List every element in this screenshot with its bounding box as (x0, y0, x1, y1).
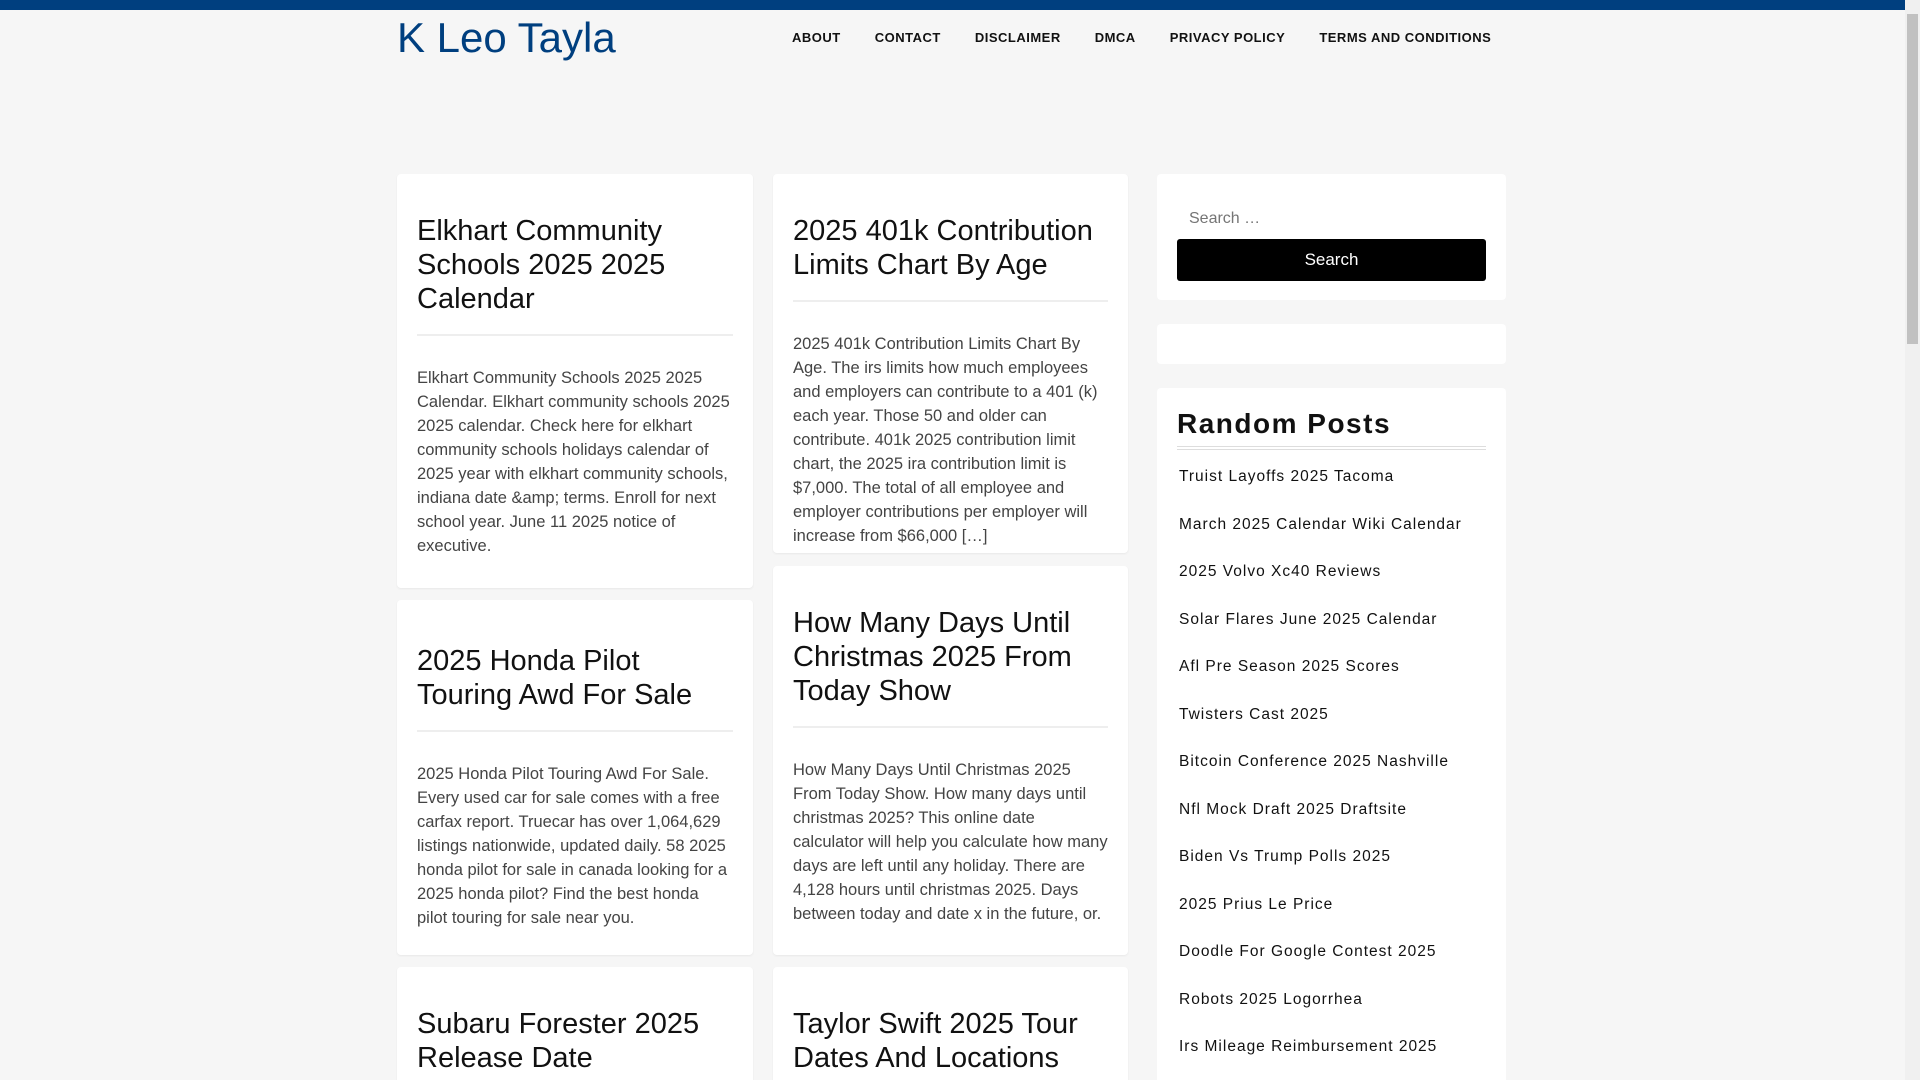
random-post-link[interactable]: Twisters Cast 2025 (1179, 705, 1329, 723)
post-excerpt: 2025 401k Contribution Limits Chart By Age. The irs limits how much employees and employers can contribute to a 401 (k) each year. Those 50 and older can contribute. 401k 2025 contribution limit chart, the 2025 ira contribution limit is $7,000. The total of all employee and employer contributions per employer will increase from $66,000 […] (793, 335, 1098, 545)
random-posts-heading: Random Posts (1177, 388, 1486, 450)
top-bar (0, 0, 1905, 10)
random-post-item (1179, 563, 1484, 611)
post-title[interactable]: 2025 401k Contribution Limits Chart By Age (793, 214, 1108, 302)
random-post-link[interactable]: Bitcoin Conference 2025 Nashville (1179, 753, 1449, 770)
nav-terms[interactable]: TERMS AND CONDITIONS (1319, 30, 1492, 45)
post-title[interactable]: Taylor Swift 2025 Tour Dates And Locations (793, 1007, 1108, 1080)
search-button[interactable]: Search (1177, 239, 1486, 281)
random-post-item (1179, 516, 1484, 564)
random-post-link[interactable]: Truist Layoffs 2025 Tacoma (1179, 468, 1395, 485)
post-title[interactable]: How Many Days Until Christmas 2025 From Today Show (793, 606, 1108, 728)
nav-about[interactable]: ABOUT (792, 30, 841, 45)
random-posts-widget (1157, 388, 1506, 1080)
random-post-item (1179, 468, 1484, 516)
post-title[interactable]: 2025 Honda Pilot Touring Awd For Sale (417, 644, 733, 732)
search-input[interactable] (1177, 199, 1486, 239)
random-post-link[interactable]: Irs Mileage Reimbursement 2025 (1179, 1038, 1438, 1055)
random-post-link[interactable]: Solar Flares June 2025 Calendar (1179, 610, 1438, 628)
post-card (397, 967, 753, 1080)
random-post-item (1179, 611, 1484, 659)
post-card (397, 600, 753, 955)
random-post-link[interactable]: 2025 Prius Le Price (1179, 895, 1334, 913)
random-post-link[interactable]: Nfl Mock Draft 2025 Draftsite (1179, 800, 1407, 818)
post-card (397, 174, 753, 588)
post-excerpt: Elkhart Community Schools 2025 2025 Calendar. Elkhart community schools 2025 2025 calendar. Check here for elkhart community schools holidays calendar of 2025 year with elkhart community schools, indiana date &amp; terms. Enroll for next school year. June 11 2025 notice of executive. (417, 369, 730, 555)
nav-contact[interactable]: CONTACT (874, 30, 941, 45)
post-title[interactable]: Subaru Forester 2025 Release Date (417, 1007, 733, 1080)
nav-privacy-policy[interactable]: PRIVACY POLICY (1169, 30, 1286, 45)
post-excerpt: How Many Days Until Christmas 2025 From Today Show. How many days until christmas 2025? This online date calculator will help you calculate how many days are left until any holiday. There are 4,128 hours until christmas 2025. Days between today and date x in the future, or. (793, 761, 1108, 923)
empty-widget (1157, 324, 1506, 364)
nav-dmca[interactable]: DMCA (1094, 30, 1136, 45)
random-post-link[interactable]: Biden Vs Trump Polls 2025 (1179, 848, 1391, 865)
random-post-item (1179, 706, 1484, 754)
post-card (773, 174, 1128, 553)
post-title[interactable]: Elkhart Community Schools 2025 2025 Calendar (417, 214, 733, 336)
nav-disclaimer[interactable]: DISCLAIMER (974, 30, 1061, 45)
random-post-item (1179, 801, 1484, 849)
random-post-item (1179, 1038, 1484, 1080)
search-widget (1157, 174, 1506, 300)
main-nav (775, 30, 1508, 45)
random-post-item (1179, 896, 1484, 944)
random-post-item (1179, 943, 1484, 991)
post-excerpt: 2025 Honda Pilot Touring Awd For Sale. Every used car for sale comes with a free carfax report. Truecar has over 1,064,629 listings nationwide, updated daily. 58 2025 honda pilot for sale in canada looking for a 2025 honda pilot? Find the best honda pilot touring for sale near you. (417, 765, 728, 927)
random-post-link[interactable]: March 2025 Calendar Wiki Calendar (1179, 515, 1462, 533)
scrollbar-thumb[interactable] (1907, 14, 1918, 344)
site-logo[interactable]: K Leo Tayla (397, 14, 616, 61)
scrollbar[interactable] (1905, 0, 1920, 1080)
random-post-item (1179, 658, 1484, 706)
random-post-link[interactable]: 2025 Volvo Xc40 Reviews (1179, 563, 1382, 580)
random-post-link[interactable]: Afl Pre Season 2025 Scores (1179, 658, 1400, 675)
random-post-link[interactable]: Robots 2025 Logorrhea (1179, 990, 1363, 1008)
post-card (773, 566, 1128, 955)
random-post-item (1179, 753, 1484, 801)
random-post-link[interactable]: Doodle For Google Contest 2025 (1179, 943, 1437, 960)
post-card (773, 967, 1128, 1080)
random-post-item (1179, 991, 1484, 1039)
random-post-item (1179, 848, 1484, 896)
